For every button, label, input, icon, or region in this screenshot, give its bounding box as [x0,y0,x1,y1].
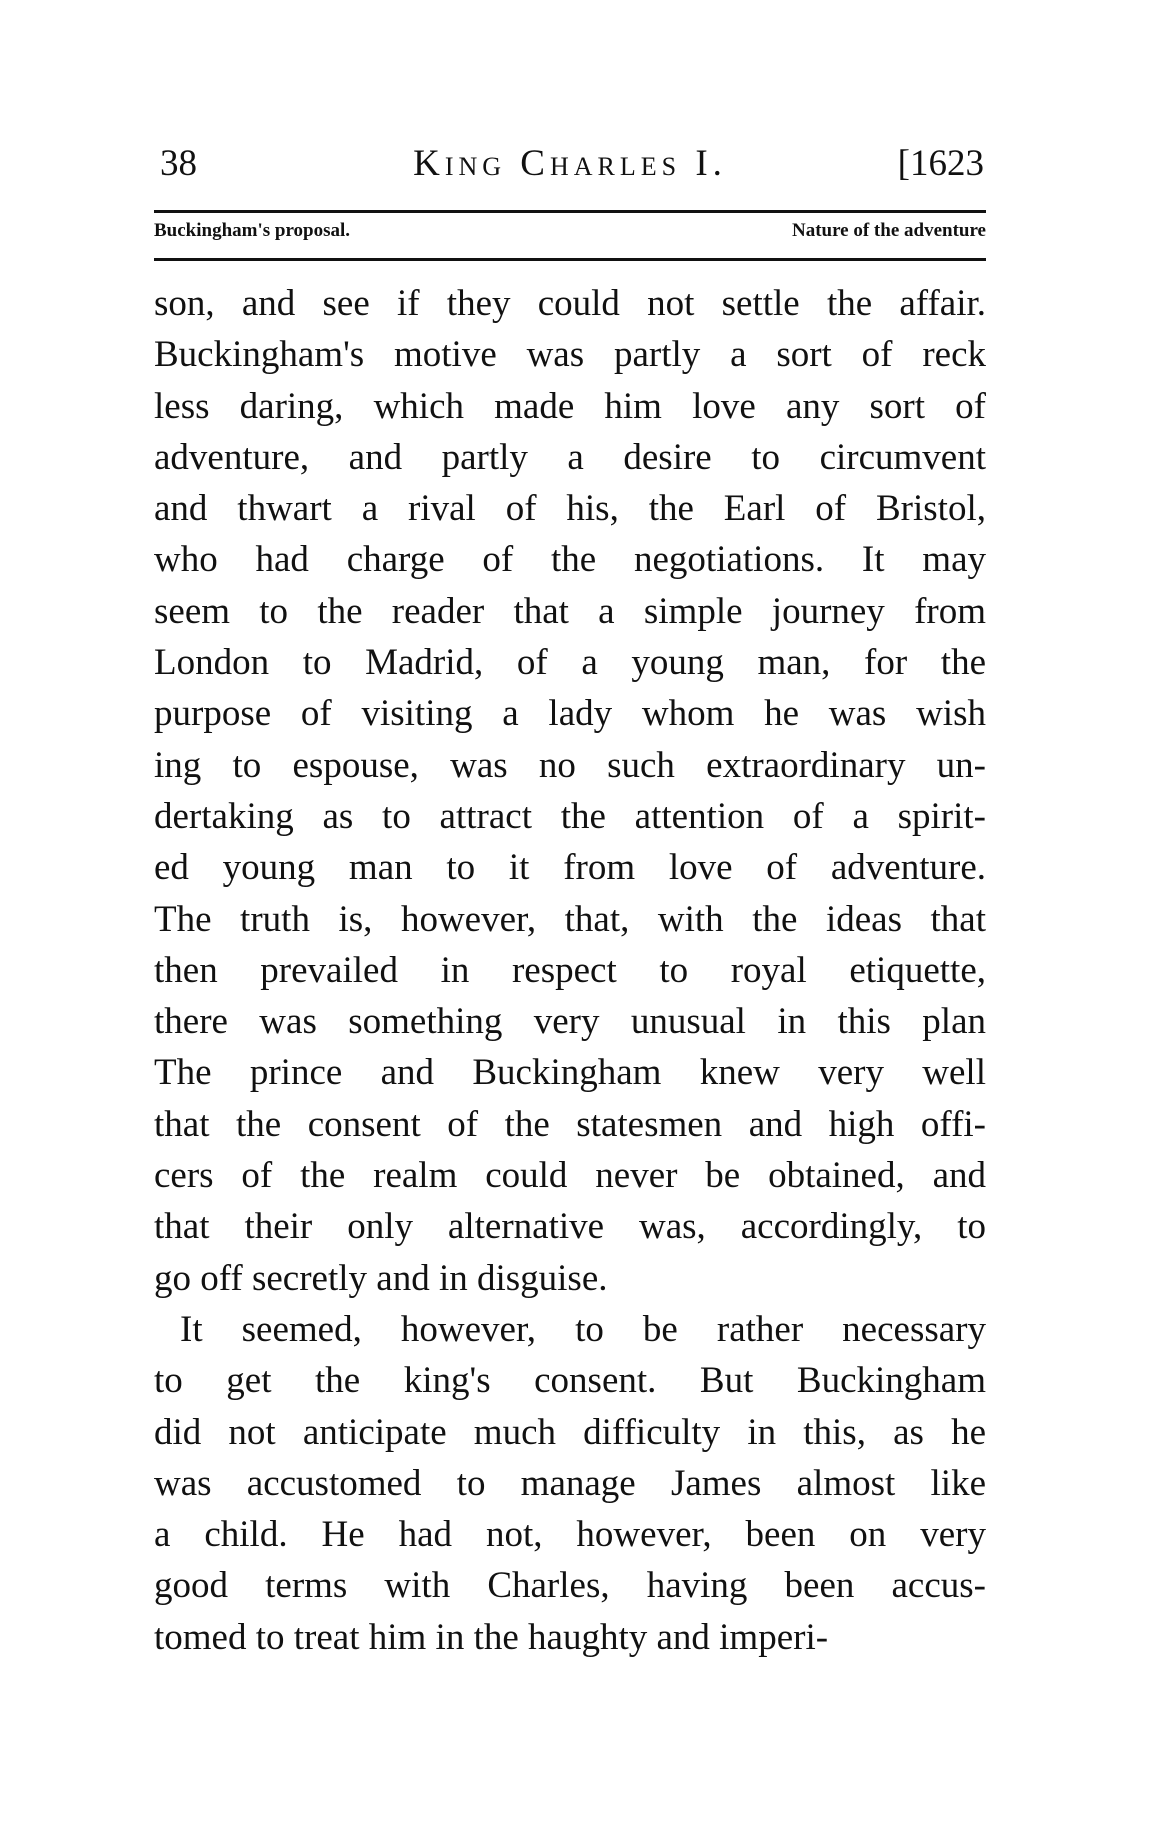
text-line: cers of the realm could never be obtained, and [154,1155,986,1197]
running-title: King Charles I. [413,143,727,184]
text-line: dertaking as to attract the attention of a spirit- [154,795,986,837]
text-line: and thwart a rival of his, the Earl of Bristol, [154,488,986,530]
text-line: that the consent of the statesmen and high offi- [154,1103,986,1145]
running-year: [1623 [897,143,984,184]
text-line: It seemed, however, to be rather necessary [180,1308,986,1350]
summary-rule [154,258,986,261]
text-line: then prevailed in respect to royal etiquette, [154,949,986,991]
text-line: a child. He had not, however, been on very [154,1514,986,1556]
text-line: The prince and Buckingham knew very well [154,1052,986,1094]
text-line: ed young man to it from love of adventure. [154,847,986,889]
text-line: less daring, which made him love any sort of [154,385,986,427]
body-text [154,278,986,1663]
text-line: good terms with Charles, having been accus- [154,1565,986,1607]
text-line: go off secretly and in disguise. [154,1257,608,1299]
running-header [154,142,986,192]
text-line: to get the king's consent. But Buckingham [154,1360,986,1402]
text-line: there was something very unusual in this plan [154,1001,986,1043]
text-line: The truth is, however, that, with the ideas that [154,898,986,940]
header-rule [154,210,986,213]
sidenote-right: Nature of the adventure [791,220,986,241]
text-line: ing to espouse, was no such extraordinary un- [154,744,986,786]
text-line: was accustomed to manage James almost like [154,1462,986,1504]
sidenote-left: Buckingham's proposal. [154,220,351,241]
text-line: Buckingham's motive was partly a sort of reck [154,334,986,376]
page-number: 38 [160,143,197,184]
text-line: London to Madrid, of a young man, for the [154,642,986,684]
text-line: who had charge of the negotiations. It may [154,539,986,581]
text-line: adventure, and partly a desire to circumvent [154,436,986,478]
text-line: son, and see if they could not settle the affair. [154,283,986,324]
text-line: did not anticipate much difficulty in this, as he [154,1411,986,1453]
text-line: tomed to treat him in the haughty and imperi- [154,1616,829,1658]
text-line: that their only alternative was, accordingly, to [154,1206,986,1248]
text-line: purpose of visiting a lady whom he was wish [154,693,986,735]
text-line: seem to the reader that a simple journey from [154,590,986,632]
